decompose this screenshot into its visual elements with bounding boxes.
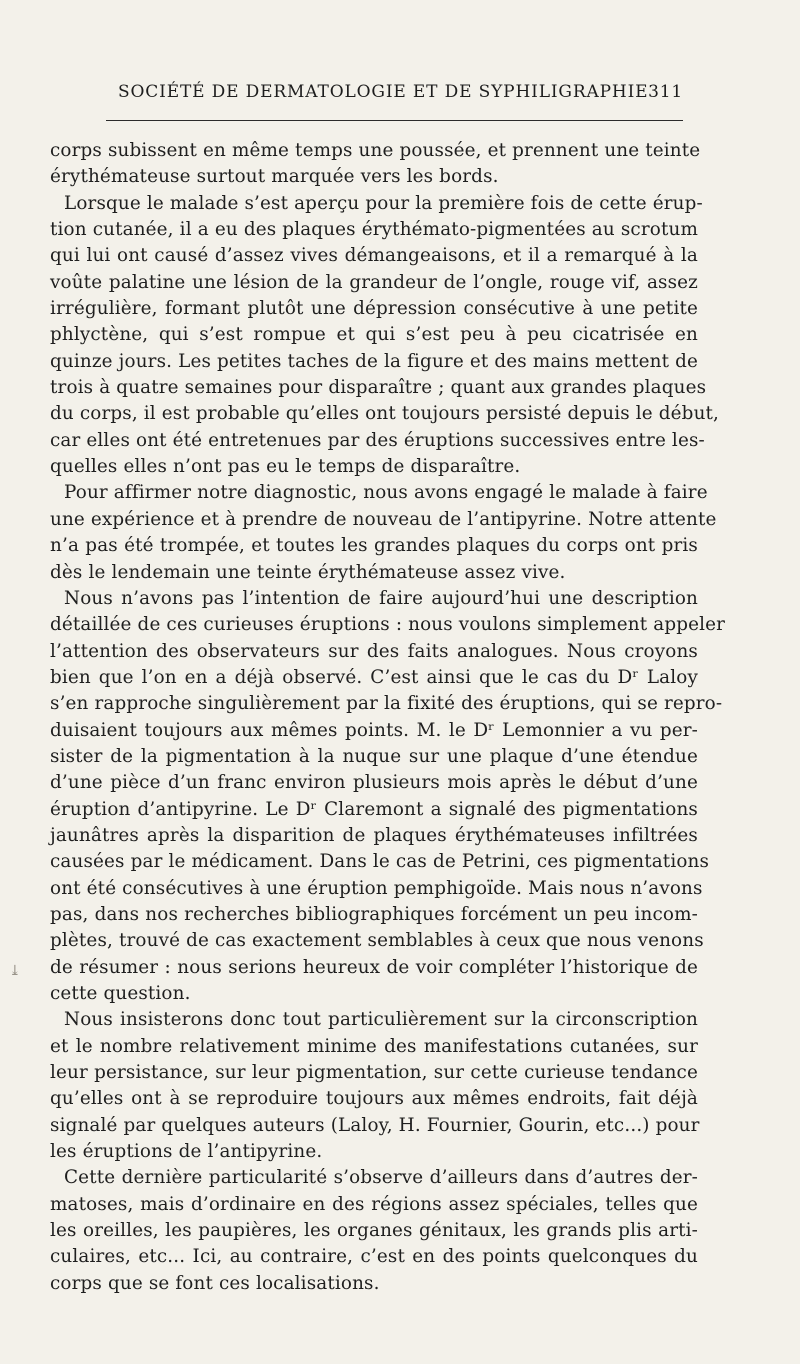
text-line: corps que se font ces localisations.: [50, 1272, 380, 1294]
text-line: éruption d’antipyrine. Le Dʳ Claremont a signalé des pigmentations: [50, 798, 698, 820]
text-line: trois à quatre semaines pour disparaître ; quant aux grandes plaques: [50, 377, 707, 399]
text-line: bien que l’on en a déjà observé. C’est ainsi que le cas du Dʳ Laloy: [50, 666, 698, 688]
text-line: d’une pièce d’un franc environ plusieurs mois après le début d’une: [50, 772, 698, 794]
text-line: leur persistance, sur leur pigmentation, sur cette curieuse tendance: [50, 1062, 698, 1084]
text-line: dès le lendemain une teinte érythémateuse assez vive.: [50, 561, 566, 583]
text-line: qui lui ont causé d’assez vives démangeaisons, et il a remarqué à la: [50, 245, 698, 267]
text-line: Nous n’avons pas l’intention de faire aujourd’hui une description: [64, 587, 698, 609]
text-line: s’en rapproche singulièrement par la fixité des éruptions, qui se repro-: [50, 693, 723, 715]
text-line: Lorsque le malade s’est aperçu pour la première fois de cette érup-: [64, 192, 703, 214]
text-line: Cette dernière particularité s’observe d’ailleurs dans d’autres der-: [64, 1167, 698, 1189]
text-line: l’attention des observateurs sur des faits analogues. Nous croyons: [50, 640, 698, 662]
text-line: n’a pas été trompée, et toutes les grandes plaques du corps ont pris: [50, 535, 698, 557]
text-line: voûte palatine une lésion de la grandeur de l’ongle, rouge vif, assez: [50, 271, 698, 293]
text-line: cette question.: [50, 983, 191, 1004]
text-line: et le nombre relativement minime des manifestations cutanées, sur: [50, 1035, 698, 1057]
text-line: Pour affirmer notre diagnostic, nous avons engagé le malade à faire: [64, 482, 708, 504]
header-rule: [106, 120, 683, 121]
text-line: détaillée de ces curieuses éruptions : nous voulons simplement appeler: [50, 614, 726, 636]
running-head: SOCIÉTÉ DE DERMATOLOGIE ET DE SYPHILIGRAPHIE: [118, 82, 649, 102]
text-line: pas, dans nos recherches bibliographiques forcément un peu incom-: [50, 903, 698, 925]
text-line: les oreilles, les paupières, les organes génitaux, les grands plis arti-: [50, 1220, 698, 1242]
text-line: signalé par quelques auteurs (Laloy, H. Fournier, Gourin, etc...) pour: [50, 1114, 700, 1136]
text-line: corps subissent en même temps une poussée, et prennent une teinte: [50, 140, 701, 161]
text-line: matoses, mais d’ordinaire en des régions assez spéciales, telles que: [50, 1193, 698, 1215]
text-line: culaires, etc... Ici, au contraire, c’est en des points quelconques du: [50, 1246, 698, 1268]
text-line: tion cutanée, il a eu des plaques érythémato-pigmentées au scrotum: [50, 219, 698, 241]
page-header: [100, 82, 685, 108]
text-line: une expérience et à prendre de nouveau de l’antipyrine. Notre attente: [50, 508, 717, 530]
text-line: phlyctène, qui s’est rompue et qui s’est peu à peu cicatrisée en: [50, 324, 698, 346]
page-number: 311: [648, 82, 683, 102]
text-line: du corps, il est probable qu’elles ont toujours persisté depuis le début,: [50, 403, 720, 425]
text-line: car elles ont été entretenues par des éruptions successives entre les-: [50, 429, 705, 451]
margin-mark-icon: ⤓: [9, 963, 21, 979]
main-text: [50, 138, 726, 1297]
text-line: quinze jours. Les petites taches de la figure et des mains mettent de: [50, 350, 698, 372]
text-line: plètes, trouvé de cas exactement semblables à ceux que nous venons: [50, 930, 704, 952]
text-line: qu’elles ont à se reproduire toujours aux mêmes endroits, fait déjà: [50, 1088, 698, 1110]
text-line: Nous insisterons donc tout particulièrement sur la circonscription: [64, 1009, 698, 1031]
text-line: érythémateuse surtout marquée vers les bords.: [50, 166, 499, 188]
text-line: irrégulière, formant plutôt une dépression consécutive à une petite: [50, 298, 698, 320]
text-line: duisaient toujours aux mêmes points. M. le Dʳ Lemonnier a vu per-: [50, 719, 698, 741]
text-line: causées par le médicament. Dans le cas de Petrini, ces pigmentations: [50, 851, 710, 873]
text-line: quelles elles n’ont pas eu le temps de disparaître.: [50, 456, 521, 478]
text-line: ont été consécutives à une éruption pemphigoïde. Mais nous n’avons: [50, 877, 703, 899]
text-line: sister de la pigmentation à la nuque sur une plaque d’une étendue: [50, 745, 698, 767]
text-line: jaunâtres après la disparition de plaques érythémateuses infiltrées: [50, 824, 698, 846]
text-line: les éruptions de l’antipyrine.: [50, 1141, 323, 1163]
text-line: de résumer : nous serions heureux de voir compléter l’historique de: [50, 956, 698, 978]
